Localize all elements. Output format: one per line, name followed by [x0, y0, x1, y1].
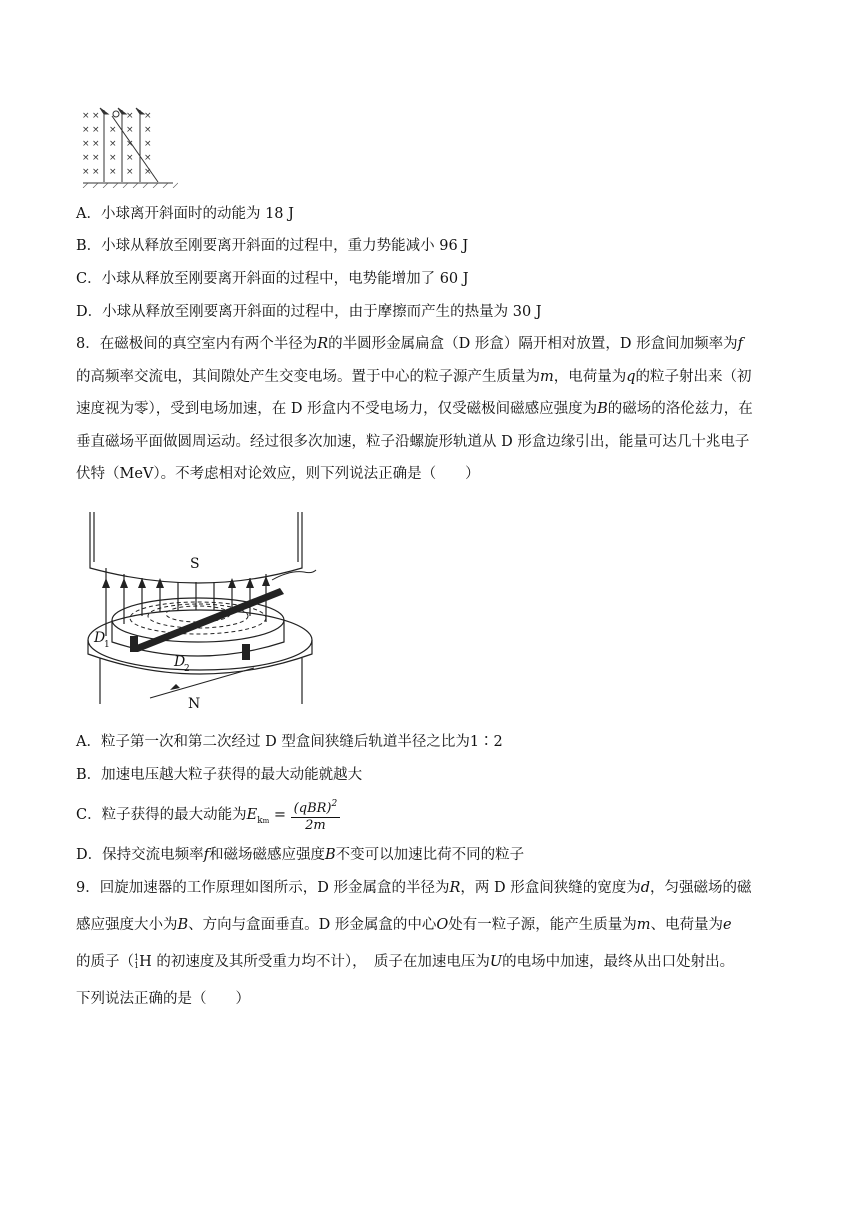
svg-text:×: ×	[126, 167, 134, 177]
label-d1-sub: 1	[104, 640, 110, 650]
svg-text:×: ×	[92, 167, 100, 177]
svg-text:×: ×	[144, 125, 152, 135]
svg-text:×: ×	[92, 125, 100, 135]
q8-option-a: A．粒子第一次和第二次经过 D 型盒间狭缝后轨道半径之比为1∶2	[76, 734, 503, 750]
q8-option-b: B．加速电压越大粒子获得的最大动能就越大	[76, 767, 363, 783]
q7-option-d: D．小球从释放至刚要离开斜面的过程中，由于摩擦而产生的热量为 30 J	[76, 304, 542, 320]
field-mark: ×	[82, 139, 90, 149]
label-d2: D	[174, 654, 186, 670]
svg-text:×: ×	[109, 139, 117, 149]
svg-text:×: ×	[109, 153, 117, 163]
svg-text:×: ×	[144, 153, 152, 163]
q8-stem: 8．在磁极间的真空室内有两个半径为R的半圆形金属扁盒（D 形盒）隔开相对放置，D 形盒间加频率为f 的高频率交流电，其间隙处产生交变电场。置于中心的粒子源产生质量为m，电荷量为q的粒子射出来（初 速度视为零），受到电场加速，在 D 形盒内不受电场力，仅受磁极间磁感应强度为B的磁场的洛伦兹力，在 垂直磁场平面做圆周运动。经过很多次加速，粒子沿螺旋形轨道从 D 形盒边缘引出，能量可达几十兆电子 伏特（MeV）。不考虑相对论效应，则下列说法正确是（ ）	[76, 336, 753, 482]
label-d2-sub: 2	[184, 664, 190, 674]
svg-text:×: ×	[144, 139, 152, 149]
figure-cyclotron	[80, 508, 320, 710]
q8-option-c: C．粒子获得的最大动能为$E_{km}$ = $\frac{(qBR)^2}{2m}$	[76, 796, 340, 839]
field-mark: ×	[82, 125, 90, 135]
field-mark: ×	[82, 153, 90, 163]
svg-text:×: ×	[109, 167, 117, 177]
q7-option-b: B．小球从释放至刚要离开斜面的过程中，重力势能减小 96 J	[76, 238, 469, 254]
q7-option-c: C．小球从释放至刚要离开斜面的过程中，电势能增加了 60 J	[76, 271, 469, 287]
label-s: S	[190, 556, 200, 572]
label-d1: D	[94, 630, 106, 646]
max-energy-fraction: $\frac{(qBR)^2}{2m}$	[291, 796, 341, 834]
svg-text:×: ×	[126, 111, 134, 121]
svg-text:×: ×	[92, 111, 100, 121]
svg-text:×: ×	[92, 139, 100, 149]
svg-text:×: ×	[126, 125, 134, 135]
label-n: N	[188, 696, 201, 710]
svg-text:×: ×	[92, 153, 100, 163]
svg-text:×: ×	[144, 167, 152, 177]
svg-text:×: ×	[109, 125, 117, 135]
figure-incline-field	[78, 104, 178, 188]
field-mark: ×	[82, 111, 90, 121]
svg-text:×: ×	[144, 111, 152, 121]
q7-option-a: A．小球离开斜面时的动能为 18 J	[76, 206, 294, 222]
svg-text:×: ×	[126, 153, 134, 163]
field-mark: ×	[82, 167, 90, 177]
svg-text:×: ×	[126, 139, 134, 149]
q9-stem: 9．回旋加速器的工作原理如图所示，D 形金属盒的半径为R，两 D 形盒间狭缝的宽度为d，匀强磁场的磁 感应强度大小为B、方向与盒面垂直。D 形金属盒的中心O处有一粒子源，能产生质量为m、电荷量为e 的质子（ 1 1 H 的初速度及其所受重力均不计）， 质子在加速电压为U的电场中加速，最终从出口处射出。 下列说法正确的是（ ）	[76, 880, 752, 1007]
q8-option-d: D．保持交流电频率f和磁场磁感应强度B不变可以加速比荷不同的粒子	[76, 847, 525, 863]
